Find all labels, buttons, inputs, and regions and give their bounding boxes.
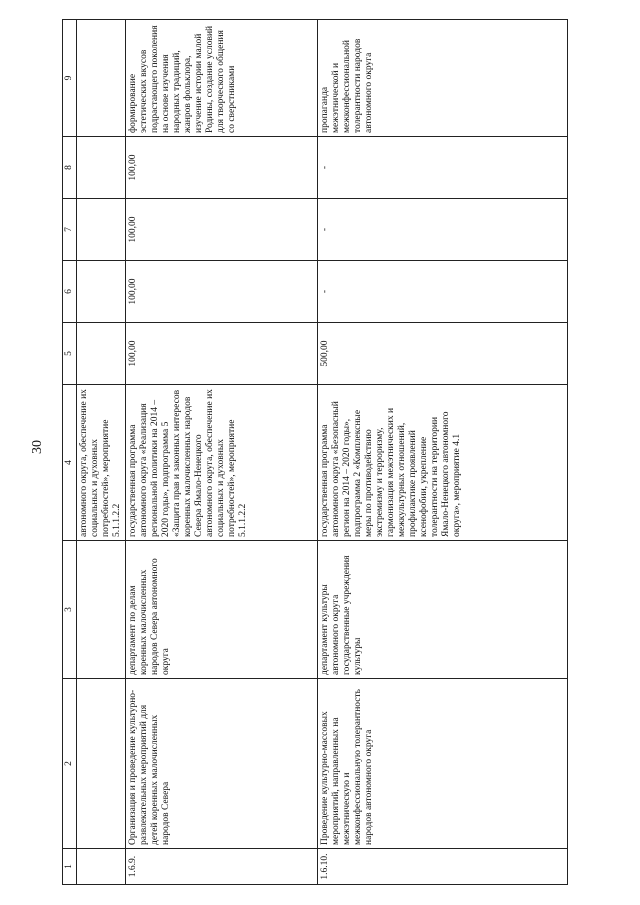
cell-empty: [77, 261, 126, 323]
expected-result: формирование эстетических вкусов подрастающего поколения на основе изучения народных традиций, жанров фольклора, изучение истории малой Родины, создание условий для творческого общения со сверстниками: [126, 20, 318, 137]
table-row: [126, 20, 318, 885]
value-col8: 100,00: [126, 137, 318, 199]
cell-empty: [77, 199, 126, 261]
executor: департамент культуры автономного округа государственные учреждения культуры: [318, 541, 568, 679]
header-cell-2: 2: [63, 679, 77, 849]
header-cell-3: 3: [63, 541, 77, 679]
value-col8: -: [318, 137, 568, 199]
header-cell-6: 6: [63, 261, 77, 323]
cell-empty: [77, 20, 126, 137]
header-cell-4: 4: [63, 385, 77, 541]
header-cell-1: 1: [63, 849, 77, 885]
cell-empty: [77, 323, 126, 385]
continuation-row: [77, 20, 126, 885]
value-col7: 100,00: [126, 199, 318, 261]
value-col6: 100,00: [126, 261, 318, 323]
cell-empty: [77, 849, 126, 885]
page-number: 30: [30, 440, 45, 454]
activity-name: Организация и проведение культурно-развлекательных мероприятий для детей коренных малочисленных народов Севера: [126, 679, 318, 849]
cell-empty: [77, 541, 126, 679]
value-col7: -: [318, 199, 568, 261]
expected-result: пропаганда межэтнической и межконфессиональной толерантности народов автономного округа: [318, 20, 568, 137]
row-number: 1.6.9.: [126, 849, 318, 885]
value-col5: 100,00: [126, 323, 318, 385]
header-cell-9: 9: [63, 20, 77, 137]
executor: департамент по делам коренных малочисленных народов Севера автономного округа: [126, 541, 318, 679]
program-table: [62, 19, 568, 885]
header-cell-5: 5: [63, 323, 77, 385]
value-col5: 500,00: [318, 323, 568, 385]
continuation-program: автономного округа, обеспечение их социальных и духовных потребностей», мероприятие 5.1.1.2.2: [77, 385, 126, 541]
header-cell-8: 8: [63, 137, 77, 199]
cell-empty: [77, 679, 126, 849]
header-row: [63, 20, 77, 885]
value-col6: -: [318, 261, 568, 323]
table-row: [318, 20, 568, 885]
cell-empty: [77, 137, 126, 199]
activity-name: Проведение культурно-массовых мероприятий, направленных на межэтническую и межконфессиональную толерантность народов автономного округа: [318, 679, 568, 849]
row-number: 1.6.10.: [318, 849, 568, 885]
program-reference: государственная программа автономного округа «Реализация региональной политики на 2014 – 2020 годы», подпрограмма 5 «Защита прав и законных интересов коренных малочисленных народов Севера Ямало-Ненецкого автономного округа, обеспечение их социальных и духовных потребностей», мероприятие 5.1.1.2.2: [126, 385, 318, 541]
program-reference: государственная программа автономного округа «Безопасный регион на 2014 – 2020 годы», подпрограмма 2 «Комплексные меры по противодействию экстремизму и терроризму, гармонизация межэтнических и межкультурных отношений, профилактике проявлений ксенофобии, укрепление толерантности на территории Ямало-Ненецкого автономного округа», мероприятие 4.1: [318, 385, 568, 541]
header-cell-7: 7: [63, 199, 77, 261]
